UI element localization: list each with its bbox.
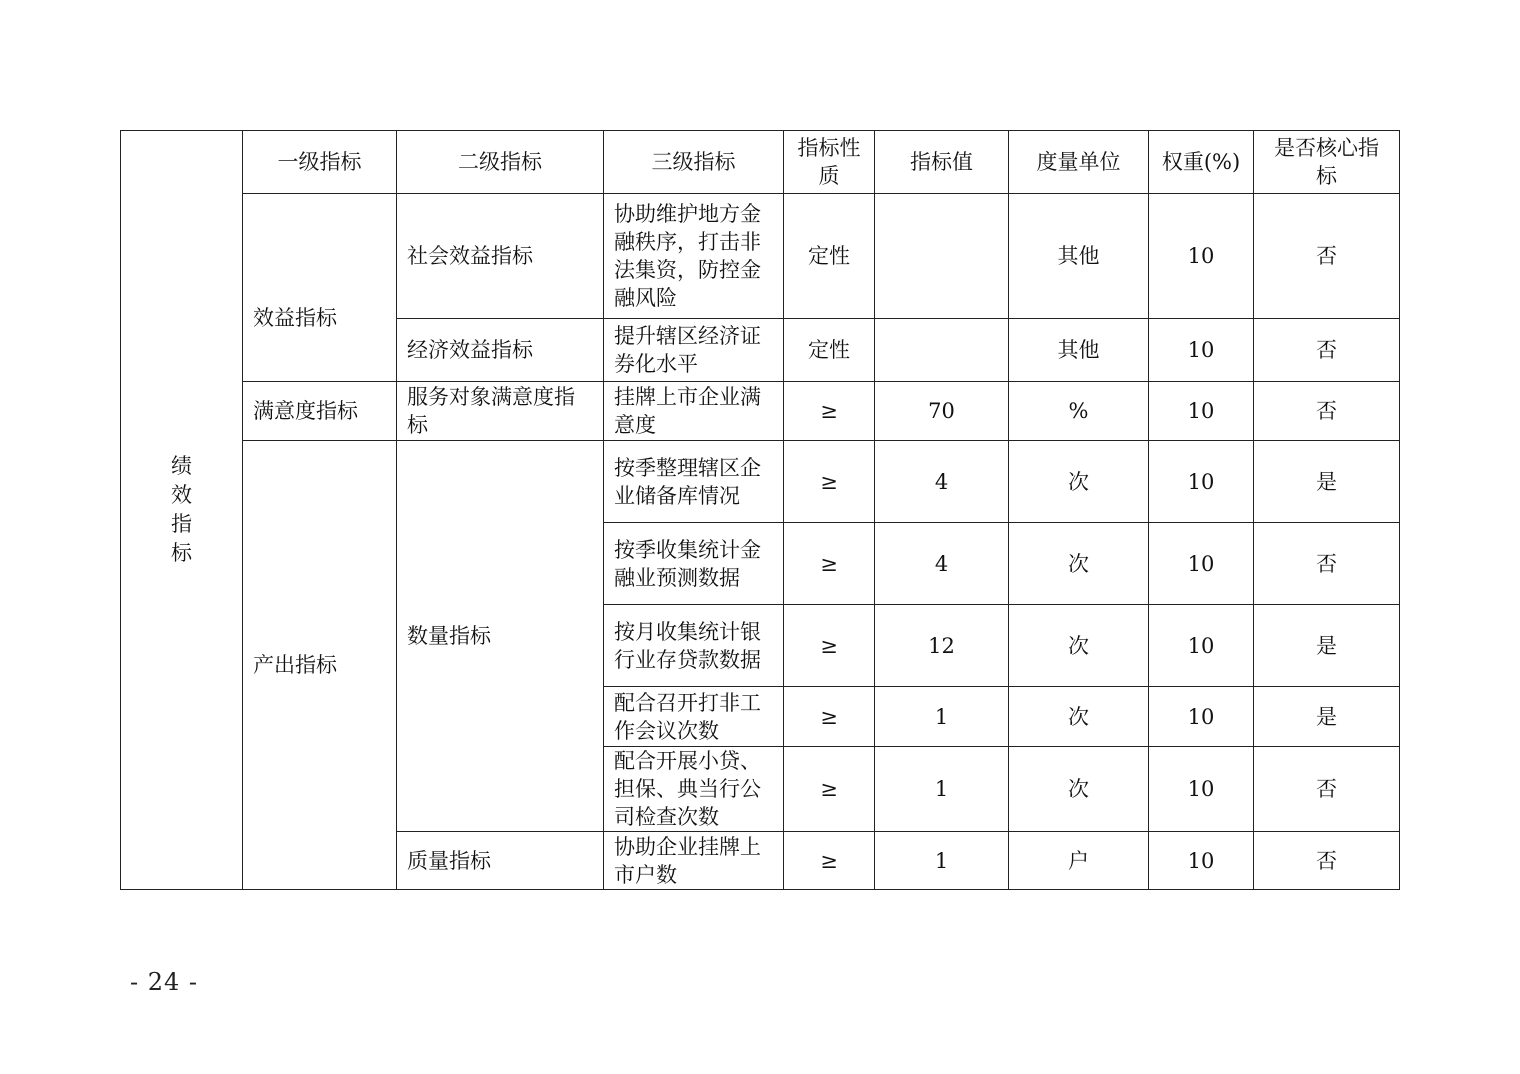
weight-cell: 10 [1149,605,1254,687]
level3-cell: 挂牌上市企业满意度 [604,382,784,441]
unit-cell: 次 [1009,605,1149,687]
level3-cell: 按季收集统计金融业预测数据 [604,523,784,605]
header-level1: 一级指标 [243,131,397,194]
unit-cell: 次 [1009,687,1149,747]
core-cell: 否 [1254,832,1400,890]
value-cell: 12 [875,605,1009,687]
level1-cell: 效益指标 [243,194,397,382]
level3-cell: 协助企业挂牌上市户数 [604,832,784,890]
level2-cell: 经济效益指标 [397,319,604,382]
level3-cell: 提升辖区经济证券化水平 [604,319,784,382]
weight-cell: 10 [1149,319,1254,382]
core-cell: 否 [1254,523,1400,605]
nature-cell: ≥ [784,523,875,605]
core-cell: 否 [1254,319,1400,382]
level1-cell: 满意度指标 [243,382,397,441]
core-cell: 否 [1254,747,1400,832]
level3-cell: 配合开展小贷、担保、典当行公司检查次数 [604,747,784,832]
unit-cell: 户 [1009,832,1149,890]
level2-cell: 数量指标 [397,441,604,832]
header-value: 指标值 [875,131,1009,194]
header-level2: 二级指标 [397,131,604,194]
table-row [121,194,1400,319]
value-cell: 1 [875,832,1009,890]
value-cell: 1 [875,747,1009,832]
nature-cell: ≥ [784,832,875,890]
performance-indicator-table [120,130,1400,890]
table-row [121,441,1400,523]
weight-cell: 10 [1149,194,1254,319]
value-cell: 1 [875,687,1009,747]
nature-cell: ≥ [784,441,875,523]
table-row [121,382,1400,441]
weight-cell: 10 [1149,832,1254,890]
nature-cell: ≥ [784,605,875,687]
weight-cell: 10 [1149,747,1254,832]
value-cell: 4 [875,523,1009,605]
level3-cell: 配合召开打非工作会议次数 [604,687,784,747]
value-cell: 70 [875,382,1009,441]
unit-cell: 其他 [1009,319,1149,382]
level1-cell: 产出指标 [243,441,397,890]
unit-cell: % [1009,382,1149,441]
level2-cell: 质量指标 [397,832,604,890]
core-cell: 是 [1254,687,1400,747]
unit-cell: 次 [1009,747,1149,832]
header-core: 是否核心指标 [1254,131,1400,194]
nature-cell: ≥ [784,687,875,747]
core-cell: 是 [1254,441,1400,523]
header-nature: 指标性质 [784,131,875,194]
weight-cell: 10 [1149,441,1254,523]
level3-cell: 按季整理辖区企业储备库情况 [604,441,784,523]
header-level3: 三级指标 [604,131,784,194]
value-cell [875,194,1009,319]
core-cell: 否 [1254,194,1400,319]
unit-cell: 次 [1009,523,1149,605]
nature-cell: 定性 [784,194,875,319]
unit-cell: 次 [1009,441,1149,523]
weight-cell: 10 [1149,523,1254,605]
level3-cell: 协助维护地方金融秩序，打击非法集资，防控金融风险 [604,194,784,319]
row-group-label: 绩效指标 [121,131,243,890]
page-number: - 24 - [130,968,199,996]
level2-cell: 服务对象满意度指标 [397,382,604,441]
header-weight: 权重(%) [1149,131,1254,194]
core-cell: 否 [1254,382,1400,441]
level3-cell: 按月收集统计银行业存贷款数据 [604,605,784,687]
value-cell [875,319,1009,382]
weight-cell: 10 [1149,382,1254,441]
level2-cell: 社会效益指标 [397,194,604,319]
nature-cell: 定性 [784,319,875,382]
header-row [121,131,1400,194]
value-cell: 4 [875,441,1009,523]
header-unit: 度量单位 [1009,131,1149,194]
weight-cell: 10 [1149,687,1254,747]
core-cell: 是 [1254,605,1400,687]
nature-cell: ≥ [784,382,875,441]
unit-cell: 其他 [1009,194,1149,319]
nature-cell: ≥ [784,747,875,832]
